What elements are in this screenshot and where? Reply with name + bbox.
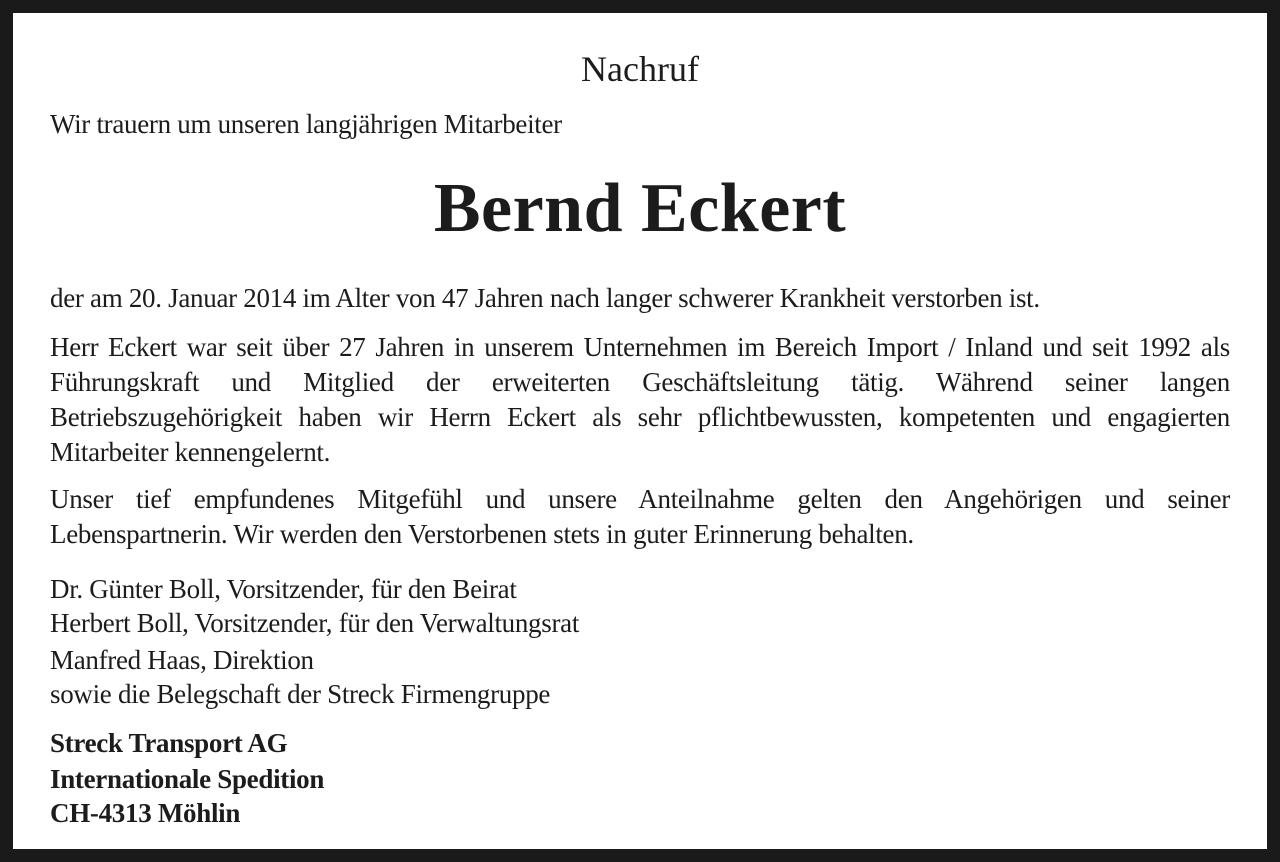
tribute-paragraph: Herr Eckert war seit über 27 Jahren in unserem Unternehmen im Bereich Import / Inland und seit 1992 als Führungskraft und Mitglied der erweiterten Geschäftsleitung tätig. Während seiner langen Betriebszugehörigkeit haben wir Herrn Eckert als sehr pflichtbewussten, kompetenten und engagierten Mitarbeiter kennengelernt. bbox=[50, 332, 1230, 467]
death-line: der am 20. Januar 2014 im Alter von 47 Jahren nach langer schwerer Krankheit verstorben ist. bbox=[50, 283, 1040, 313]
signatory-line: sowie die Belegschaft der Streck Firmengruppe bbox=[50, 679, 551, 709]
condolence-paragraph: Unser tief empfundenes Mitgefühl und unsere Anteilnahme gelten den Angehörigen und seiner Lebenspartnerin. Wir werden den Verstorbenen stets in guter Erinnerung behalten. bbox=[50, 484, 1230, 549]
signatory-line: Herbert Boll, Vorsitzender, für den Verwaltungsrat bbox=[50, 608, 580, 638]
signatory-line: Manfred Haas, Direktion bbox=[50, 645, 314, 675]
intro-line: Wir trauern um unseren langjährigen Mitarbeiter bbox=[50, 109, 562, 139]
obituary-notice bbox=[13, 13, 1267, 849]
signatory-line: Dr. Günter Boll, Vorsitzender, für den Beirat bbox=[50, 574, 517, 604]
deceased-name: Bernd Eckert bbox=[433, 170, 847, 247]
company-description: Internationale Spedition bbox=[50, 764, 325, 794]
company-address: CH-4313 Möhlin bbox=[50, 798, 241, 828]
company-name: Streck Transport AG bbox=[50, 728, 288, 758]
notice-heading: Nachruf bbox=[581, 49, 699, 89]
